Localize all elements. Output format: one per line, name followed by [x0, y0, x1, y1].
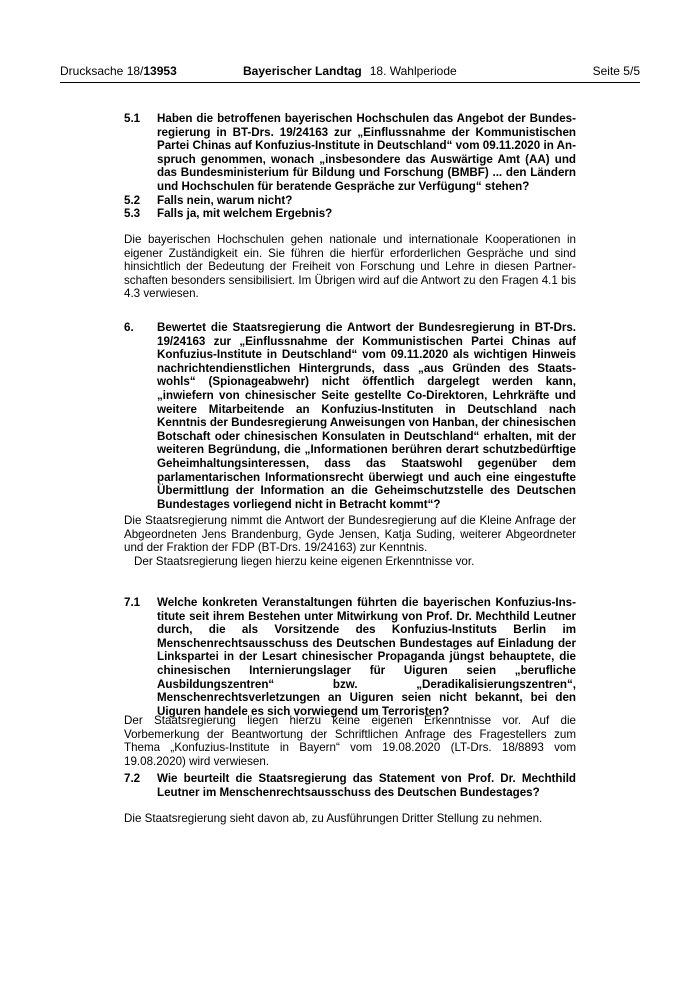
question-number: 6.: [124, 321, 134, 334]
header-prefix: Drucksache 18/: [60, 64, 144, 78]
answer-5: [124, 233, 576, 301]
header-divider: [60, 82, 640, 83]
question-block-5: [124, 112, 576, 221]
question-7-2: [124, 772, 576, 799]
question-6: [124, 321, 576, 511]
question-block-6: [124, 321, 576, 511]
header-parliament: [243, 64, 457, 78]
answer-7-2: [124, 812, 576, 826]
question-number: 5.1: [124, 112, 141, 125]
question-text: Wie beurteilt die Staatsregierung das Statement von Prof. Dr. Mechthild Leutner im Menschenrechtsausschuss des Deutschen Bundestages?: [157, 772, 576, 799]
question-block-7-2: [124, 772, 576, 799]
answer-text: Die bayerischen Hochschulen gehen nationale und internationale Kooperationen in eigener Zuständigkeit ein. Sie führen die hierfür erforderlichen Gespräche und sind hinsichtlich der Bedeutung der Freiheit von Forschung und Lehre in diesen Partnerschaften besonders sensibilisiert. Im Übrigen wird auf die Antwort zu den Fragen 4.1 bis 4.3 verwiesen.: [124, 233, 576, 301]
question-text: Bewertet die Staatsregierung die Antwort der Bundesregierung in BT-Drs. 19/24163 zur „Einflussnahme der Kommunistischen Partei Chinas auf Konfuzius-Institute in Deutschland“ vom 09.11.2020 als wichtigen Hinweis nachrichtendienstlichen Hintergrunds, dass „aus Gründen des Staatswohls“ (Spionageabwehr) nicht öffentlich dargelegt werden kann, „inwiefern von chinesischer Seite gestellte Co-Direktoren, Lehrkräfte und weitere Mitarbeitende an Konfuzius-Instituten in Deutschland nach Kenntnis der Bundesregierung Anweisungen von Hanban, der chinesischen Botschaft oder chinesischen Konsulaten in Deutschland“ erhalten, mit der weiteren Begründung, die „Informationen berühren derart schutzbedürftige Geheimhaltungsinteressen, dass das Staatswohl gegenüber dem parlamentarischen Informationsrecht überwiegt und auch eine eingestufte Übermittlung der Information an die Geheimschutzstelle des Deutschen Bundestages vorliegend nicht in Betracht kommt“?: [157, 321, 576, 511]
question-text: Falls ja, mit welchem Ergebnis?: [157, 207, 333, 221]
question-number: 7.1: [124, 596, 141, 609]
answer-text: Die Staatsregierung nimmt die Antwort der Bundesregierung auf die Kleine Anfrage der Abgeordneten Jens Brandenburg, Gyde Jensen, Katja Suding, weiterer Abgeordneter und der Fraktion der FDP (BT-Drs. 19/24163) zur Kenntnis.: [124, 514, 576, 555]
question-number: 5.3: [124, 207, 141, 221]
question-5-1: [124, 112, 576, 194]
answer-text: Die Staatsregierung sieht davon ab, zu Ausführungen Dritter Stellung zu nehmen.: [124, 812, 543, 825]
question-number: 7.2: [124, 772, 141, 785]
header-document-number: [60, 64, 177, 78]
header-title: Bayerischer Landtag: [243, 64, 362, 78]
answer-text: Der Staatsregierung liegen hierzu keine eigenen Erkenntnisse vor. Auf die Vorbemerkung der Beantwortung der Schriftlichen Anfrage des Fragestellers zum Thema „Konfuzius-Institute in Bayern“ vom 19.08.2020 (LT-Drs. 18/8893 vom 19.08.2020) wird verwiesen.: [124, 714, 576, 768]
answer-text-secondary: Der Staatsregierung liegen hierzu keine eigenen Erkenntnisse vor.: [134, 554, 475, 568]
answer-7-1: [124, 714, 576, 768]
question-text: Welche konkreten Veranstaltungen führten die bayerischen Konfuzius-Institute seit ihrem Bestehen unter Mitwirkung von Prof. Dr. Mechthild Leutner durch, die als Vorsitzende des Konfuzius-Instituts Berlin im Menschenrechtsausschuss des Deutschen Bundestages auf Einladung der Linkspartei in der Lesart chinesischer Propaganda jüngst behauptete, die chinesischen Internierungslager für Uiguren seien „berufliche Ausbildungszentren“ bzw. „Deradikalisierungszentren“, Menschenrechtsverletzungen an Uiguren seien nicht bekannt, bei den Uiguren handele es sich vorwiegend um Terroristen?: [157, 596, 576, 718]
header-page-number: Seite 5/5: [592, 64, 640, 78]
question-text: Haben die betroffenen bayerischen Hochschulen das Angebot der Bundesregierung in BT-Drs. 19/24163 zur „Einflussnahme der Kommunistischen Partei Chinas auf Konfuzius-Institute in Deutschland“ vom 09.11.2020 in Anspruch genommen, wonach „insbesondere das Auswärtige Amt (AA) und das Bundesministerium für Bildung und Forschung (BMBF) ... den Ländern und Hochschulen für beratende Gespräche zur Verfügung“ stehen?: [157, 112, 576, 193]
question-number: 5.2: [124, 193, 141, 207]
question-block-7-1: [124, 596, 576, 718]
header-number: 13953: [143, 64, 177, 78]
header-period: 18. Wahlperiode: [369, 64, 457, 78]
answer-6: [124, 514, 576, 568]
question-7-1: [124, 596, 576, 718]
question-text: Falls nein, warum nicht?: [157, 193, 293, 207]
question-5-2: [124, 194, 576, 208]
question-5-3: [124, 207, 576, 221]
